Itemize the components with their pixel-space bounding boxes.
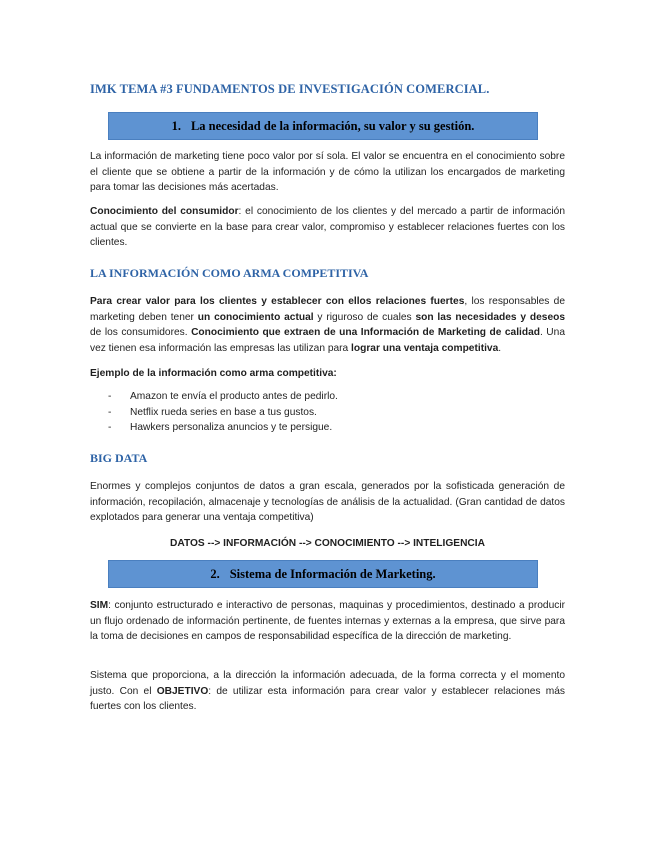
text-segment: de los consumidores.	[90, 327, 192, 339]
bold-competitive-advantage: lograr una ventaja competitiva	[351, 342, 499, 354]
list-item-text: Hawkers personaliza anuncios y te persigue.	[130, 422, 333, 434]
text-segment: Sistema que proporciona, a la dirección la información adecuada, de la forma correcta y el momento justo. Con el	[90, 670, 565, 697]
text-segment: .	[498, 342, 502, 354]
term-sim: SIM	[90, 600, 109, 611]
text-segment: . Una vez tienen esa información las empresas las utilizan para	[90, 327, 565, 354]
list-item	[108, 389, 338, 405]
subheading-competitive-weapon: LA INFORMACIÓN COMO ARMA COMPETITIVA	[90, 266, 369, 280]
section-2-title: Sistema de Información de Marketing.	[229, 566, 436, 581]
list-dash: -	[108, 422, 112, 434]
definition-sim: : conjunto estructurado e interactivo de personas, maquinas y procedimientos, destinado a producir un flujo ordenado de información pertinente, de fuentes internas y externas a la empresa, que sirve para la toma de decisiones en campos de responsabilidad específica de la dirección de marketing.	[90, 600, 565, 643]
list-dash: -	[108, 406, 112, 418]
bold-create-value: Para crear valor para los clientes y establecer con ellos relaciones fuertes	[90, 296, 465, 307]
text-segment: , los responsables de marketing deben tener	[90, 296, 565, 323]
list-dash: -	[108, 391, 112, 402]
list-item-text: Netflix rueda series en base a tus gustos.	[130, 406, 317, 418]
list-item	[108, 420, 338, 436]
paragraph-sim	[90, 598, 565, 645]
list-item-text: Amazon te envía el producto antes de pedirlo.	[130, 391, 338, 402]
paragraph-create-value	[90, 294, 565, 356]
list-item	[108, 405, 338, 421]
section-1-number: 1.	[171, 118, 181, 133]
section-1-heading	[108, 112, 538, 140]
section-1-title: La necesidad de la información, su valor y su gestión.	[190, 118, 475, 133]
definition-consumer-knowledge: : el conocimiento de los clientes y del mercado a partir de información actual que se convierte en la base para crear valor, compromiso y establecer relaciones fuertes con los clientes.	[90, 206, 565, 249]
bold-current-knowledge: un conocimiento actual	[197, 311, 314, 323]
bold-objective: OBJETIVO	[156, 685, 209, 697]
section-2-heading	[108, 560, 538, 588]
paragraph-system-objective	[90, 668, 565, 715]
data-flow-line: DATOS --> INFORMACIÓN --> CONOCIMIENTO --> INTELIGENCIA	[170, 538, 485, 549]
bold-quality-info: Conocimiento que extraen de una Información de Marketing de calidad	[191, 327, 540, 339]
bold-needs-desires: son las necesidades y deseos	[415, 311, 566, 323]
document-title: IMK TEMA #3 FUNDAMENTOS DE INVESTIGACIÓN COMERCIAL.	[90, 82, 490, 96]
text-segment: : de utilizar esta información para crear valor y establecer relaciones más fuertes con los clientes.	[90, 685, 565, 713]
paragraph-example-intro: Ejemplo de la información como arma competitiva:	[90, 368, 337, 379]
term-consumer-knowledge: Conocimiento del consumidor	[90, 206, 239, 217]
examples-list	[108, 389, 338, 436]
paragraph-information-value: La información de marketing tiene poco valor por sí sola. El valor se encuentra en el conocimiento sobre el cliente que se obtiene a partir de la información y de cómo la utilizan los encargados de marketing para tomar las decisiones más acertadas.	[90, 151, 565, 194]
paragraph-consumer-knowledge	[90, 204, 565, 251]
paragraph-big-data: Enormes y complejos conjuntos de datos a gran escala, generados por la sofisticada generación de información, recopilación, almacenaje y tecnologías de análisis de la actualidad. (Gran cantidad de datos explotados para generar una ventaja competitiva)	[90, 481, 565, 524]
subheading-big-data: BIG DATA	[90, 451, 148, 465]
text-segment: y riguroso de cuales	[313, 311, 416, 323]
section-2-number: 2.	[210, 566, 220, 581]
